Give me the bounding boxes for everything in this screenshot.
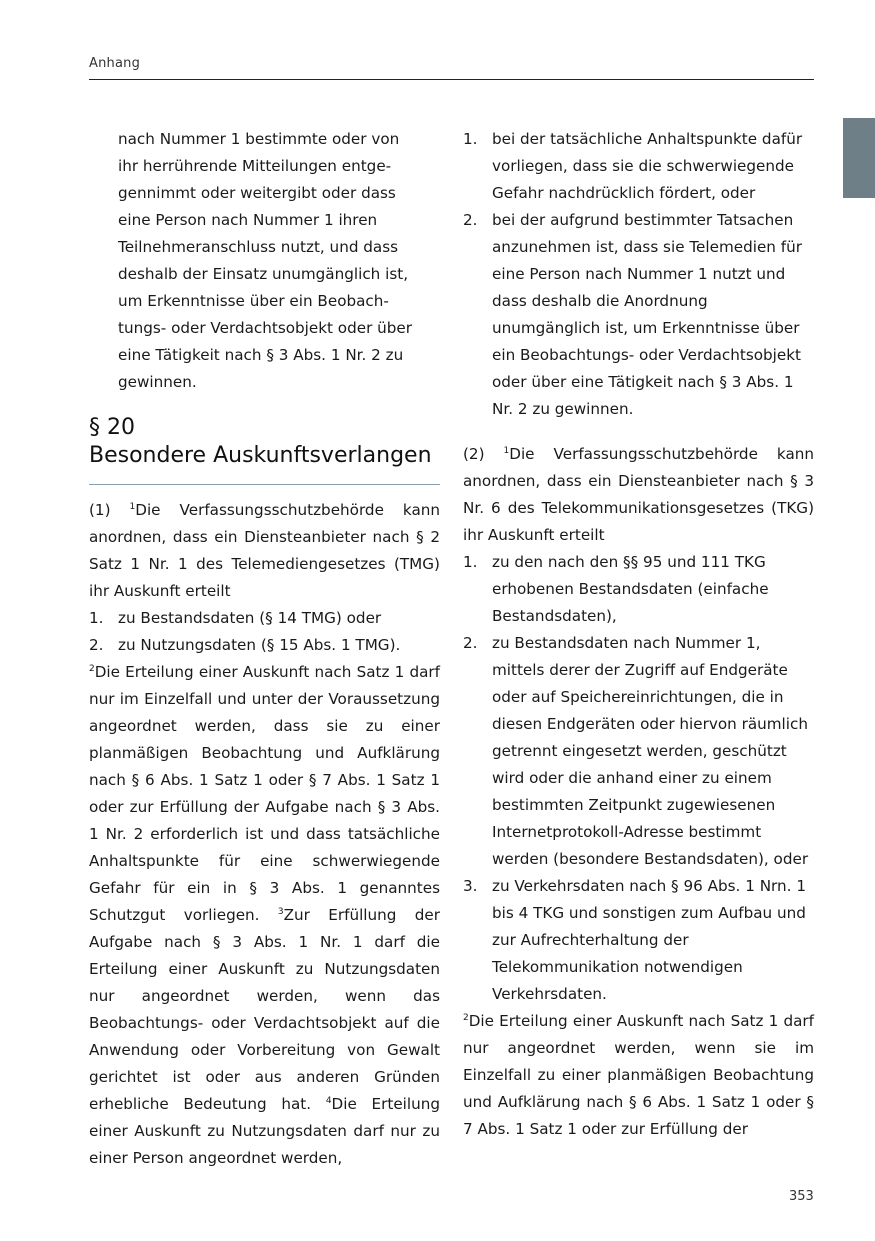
list-item [463, 549, 814, 630]
sentence-number: 1 [129, 502, 136, 512]
section-rule [89, 484, 440, 485]
list-item [89, 632, 440, 659]
continuation-text [89, 126, 440, 396]
list-number: 2. [463, 211, 478, 229]
continuation-line: ihr herrührende Mitteilungen entge- [118, 157, 392, 175]
header-rule [89, 79, 814, 80]
sentence-number: 3 [277, 907, 284, 917]
list-text: bei der tatsächliche Anhaltspunkte dafür vorliegen, dass sie die schwerwiegende Gefahr nachdrücklich fördert, oder [492, 130, 803, 202]
paragraph-text: Die Erteilung einer Auskunft nach Satz 1 darf nur im Einzelfall und unter der Voraussetzung angeordnet werden, dass sie zu einer planmäßigen Beobachtung und Aufklärung nach § 6 Abs. 1 Satz 1 oder § 7 Abs. 1 Satz 1 oder zur Erfüllung der Aufgabe nach § 3 Abs. 1 Nr. 2 erforderlich ist und dass tatsächliche Anhaltspunkte für eine schwerwiegende Gefahr für ein in § 3 Abs. 1 genanntes Schutzgut vorliegen. [89, 663, 440, 924]
list-number: 2. [89, 636, 104, 654]
continuation-line: deshalb der Einsatz unumgänglich ist, [118, 265, 409, 283]
paragraph-1-continued [89, 659, 440, 1172]
sentence-number: 2 [463, 1013, 469, 1023]
list-text: zu den nach den §§ 95 und 111 TKG erhobenen Bestandsdaten (einfache Bestandsdaten), [492, 553, 769, 625]
paragraph-text: Die Erteilung einer Auskunft zu Nutzungsdaten darf nur zu einer Person angeordnet werden, [89, 1095, 441, 1167]
paragraph-2-continued [463, 1008, 814, 1143]
paragraph-2 [463, 441, 814, 549]
list-number: 1. [463, 553, 478, 571]
list-text: zu Verkehrsdaten nach § 96 Abs. 1 Nrn. 1 bis 4 TKG und sonstigen zum Aufbau und zur Aufrechterhaltung der Telekommunikation notwendigen Verkehrsdaten. [492, 877, 806, 1003]
spacer [463, 423, 814, 441]
sentence-number: 1 [503, 446, 510, 456]
sentence-number: 2 [89, 664, 95, 674]
list-item [463, 207, 814, 423]
list-text: bei der aufgrund bestimmter Tatsachen anzunehmen ist, dass sie Telemedien für eine Person nach Nummer 1 nutzt und dass deshalb die Anordnung unumgänglich ist, um Erkenntnisse über ein Beobachtungs- oder Verdachtsobjekt oder über eine Tätigkeit nach § 3 Abs. 1 Nr. 2 zu gewinnen. [492, 211, 802, 418]
section-number: § 20 [89, 415, 135, 440]
section-title: Besondere Auskunftsverlangen [89, 443, 432, 468]
section-heading [89, 414, 440, 470]
paragraph-text: Die Verfassungsschutzbehörde kann anordnen, dass ein Diensteanbieter nach § 2 Satz 1 Nr. 1 des Telemediengesetzes (TMG) ihr Auskunft erteilt [89, 501, 441, 600]
paragraph-1 [89, 497, 440, 605]
list-item [463, 630, 814, 873]
continuation-line: um Erkenntnisse über ein Beobach- [118, 292, 389, 310]
continuation-line: nach Nummer 1 bestimmte oder von [118, 130, 400, 148]
list-number: 1. [89, 609, 104, 627]
paragraph-number: (2) [463, 445, 504, 463]
list-number: 1. [463, 130, 478, 148]
continuation-line: gewinnen. [118, 373, 197, 391]
list-item [463, 873, 814, 1008]
list-item [89, 605, 440, 632]
list-text: zu Bestandsdaten nach Nummer 1, mittels derer der Zugriff auf Endgeräte oder auf Speichereinrichtungen, die in diesen Endgeräten oder hiervon räumlich getrennt eingesetzt werden, geschützt wird oder die anhand einer zu einem bestimmten Zeitpunkt zugewiesenen Internetprotokoll-Adresse bestimmt werden (besondere Bestandsdaten), oder [492, 634, 809, 868]
continuation-line: Teilnehmeranschluss nutzt, und dass [118, 238, 399, 256]
right-column [463, 126, 814, 1143]
list-number: 3. [463, 877, 478, 895]
continuation-line: eine Tätigkeit nach § 3 Abs. 1 Nr. 2 zu [118, 346, 404, 364]
paragraph-text: Zur Erfüllung der Aufgabe nach § 3 Abs. 1 Nr. 1 darf die Erteilung einer Auskunft zu Nutzungsdaten nur angeordnet werden, wenn das Beobachtungs- oder Verdachtsobjekt auf die Anwendung oder Vorbereitung von Gewalt gerichtet ist oder aus anderen Gründen erhebliche Bedeutung hat. [89, 906, 441, 1113]
page-number: 353 [789, 1189, 814, 1204]
paragraph-text: Die Verfassungsschutzbehörde kann anordnen, dass ein Diensteanbieter nach § 3 Nr. 6 des Telekommunikationsgesetzes (TKG) ihr Auskunft erteilt [463, 445, 815, 544]
list-text: zu Bestandsdaten (§ 14 TMG) oder [118, 609, 382, 627]
chapter-tab-marker [843, 118, 875, 198]
paragraph-text: Die Erteilung einer Auskunft nach Satz 1 darf nur angeordnet werden, wenn sie im Einzelfall zu einer planmäßigen Beobachtung und Aufklärung nach § 6 Abs. 1 Satz 1 oder § 7 Abs. 1 Satz 1 oder zur Erfüllung der [463, 1012, 814, 1138]
paragraph-number: (1) [89, 501, 130, 519]
list-number: 2. [463, 634, 478, 652]
continuation-line: tungs- oder Verdachtsobjekt oder über [118, 319, 413, 337]
list-text: zu Nutzungsdaten (§ 15 Abs. 1 TMG). [118, 636, 401, 654]
left-column [89, 126, 440, 1172]
sentence-number: 4 [325, 1096, 332, 1106]
continuation-line: eine Person nach Nummer 1 ihren [118, 211, 378, 229]
list-item [463, 126, 814, 207]
continuation-line: gennimmt oder weitergibt oder dass [118, 184, 396, 202]
running-header: Anhang [89, 56, 141, 71]
